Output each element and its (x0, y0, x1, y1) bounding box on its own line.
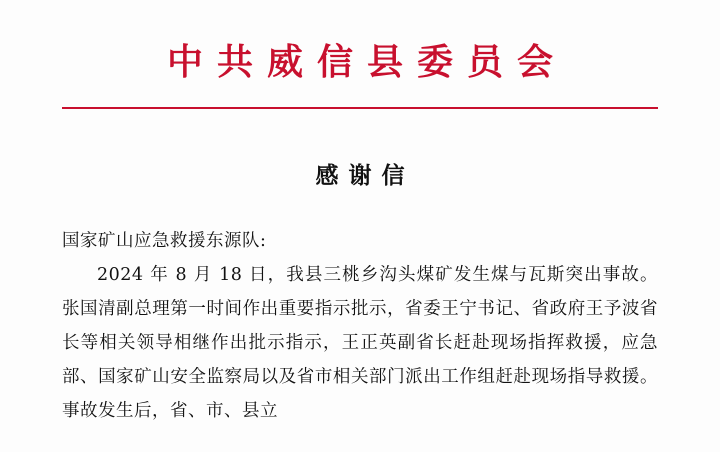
salutation: 国家矿山应急救援东源队: (62, 231, 267, 251)
body-paragraph: 2024 年 8 月 18 日，我县三桃乡沟头煤矿发生煤与瓦斯突出事故。张国清副总理第一时间作出重要指示批示，省委王宁书记、省政府王予波省长等相关领导相继作出批示指示，王正英副省长赶赴现场指挥救援，应急部、国家矿山安全监察局以及省市相关部门派出工作组赶赴现场指导救援。事故发生后，省、市、县立 (62, 265, 658, 421)
letterhead-divider (62, 107, 658, 109)
letterhead-organization: 中共威信县委员会 (166, 41, 567, 83)
page-title: 感谢信 (315, 162, 415, 189)
letterhead (62, 0, 658, 109)
letter-body (62, 224, 658, 428)
